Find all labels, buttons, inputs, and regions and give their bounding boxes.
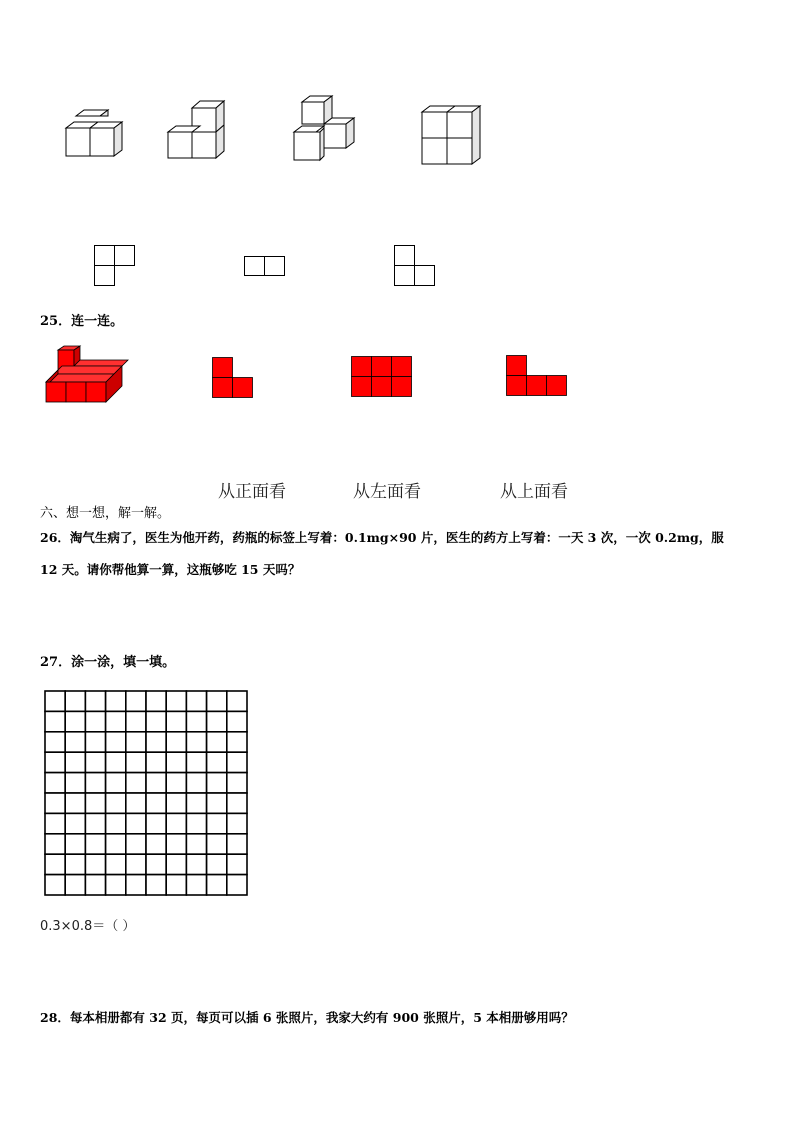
grid-cell[interactable] [227,854,247,874]
grid-cell[interactable] [207,691,227,711]
grid-cell[interactable] [85,875,105,895]
solid-a [60,110,130,162]
grid-cell[interactable] [65,875,85,895]
grid-cell[interactable] [166,793,186,813]
grid-cell[interactable] [207,813,227,833]
grid-cell[interactable] [186,691,206,711]
q25-title: 25．连一连。 [40,314,124,329]
grid-cell[interactable] [207,711,227,731]
grid-cell[interactable] [146,691,166,711]
red-view-1 [212,357,256,399]
grid-cell[interactable] [45,691,65,711]
grid-cell[interactable] [166,773,186,793]
grid-cell[interactable] [126,813,146,833]
grid-cell[interactable] [166,834,186,854]
grid-cell[interactable] [106,834,126,854]
solid-d [418,104,488,170]
grid-cell[interactable] [186,711,206,731]
grid-cell[interactable] [45,793,65,813]
grid-cell[interactable] [186,752,206,772]
red-view-3 [506,355,570,397]
grid-cell[interactable] [227,711,247,731]
grid-cell[interactable] [166,711,186,731]
grid-cell[interactable] [207,875,227,895]
grid-cell[interactable] [106,875,126,895]
grid-cell[interactable] [146,793,166,813]
grid-cell[interactable] [106,773,126,793]
grid-cell[interactable] [126,691,146,711]
red-view-2 [351,356,415,398]
grid-cell[interactable] [146,732,166,752]
red-solid [44,344,128,406]
hundred-grid[interactable] [44,690,248,896]
section-heading: 六、想一想，解一解。 [40,506,171,521]
grid-cell[interactable] [85,732,105,752]
grid-cell[interactable] [186,793,206,813]
grid-cell[interactable] [126,711,146,731]
grid-cell[interactable] [146,854,166,874]
grid-cell[interactable] [186,732,206,752]
grid-cell[interactable] [65,834,85,854]
grid-cell[interactable] [45,752,65,772]
grid-cell[interactable] [146,813,166,833]
grid-cell[interactable] [166,752,186,772]
grid-cell[interactable] [106,813,126,833]
view-label-front: 从正面看 [218,482,286,502]
grid-cell[interactable] [186,854,206,874]
grid-cell[interactable] [65,773,85,793]
grid-cell[interactable] [106,793,126,813]
q28-text: 28．每本相册都有 32 页，每页可以插 6 张照片，我家大约有 900 张照片，5 本相册够用吗？ [40,1010,574,1025]
grid-cell[interactable] [85,773,105,793]
grid-cell[interactable] [85,691,105,711]
grid-cell[interactable] [227,834,247,854]
grid-cell[interactable] [186,834,206,854]
grid-cell[interactable] [45,711,65,731]
grid-cell[interactable] [85,854,105,874]
grid-cell[interactable] [126,875,146,895]
grid-cell[interactable] [85,793,105,813]
grid-cell[interactable] [227,752,247,772]
grid-cell[interactable] [166,813,186,833]
grid-cell[interactable] [126,732,146,752]
grid-cell[interactable] [65,732,85,752]
grid-cell[interactable] [126,793,146,813]
grid-cell[interactable] [186,813,206,833]
grid-cell[interactable] [126,834,146,854]
grid-cell[interactable] [146,773,166,793]
grid-cell[interactable] [227,875,247,895]
grid-cell[interactable] [106,854,126,874]
q26-line1: 26．淘气生病了，医生为他开药，药瓶的标签上写着：0.1mg×90 片，医生的药方上写着：一天 3 次，一次 0.2mg，服 [40,530,724,545]
view-shape-3 [394,245,438,289]
grid-cell[interactable] [85,752,105,772]
grid-cell[interactable] [186,773,206,793]
grid-cell[interactable] [45,732,65,752]
grid-cell[interactable] [65,854,85,874]
grid-cell[interactable] [146,834,166,854]
view-shape-2 [244,256,288,280]
grid-cell[interactable] [65,813,85,833]
grid-cell[interactable] [166,691,186,711]
grid-cell[interactable] [207,752,227,772]
solid-b [162,98,232,162]
grid-cell[interactable] [65,711,85,731]
solid-c [290,94,370,164]
grid-cell[interactable] [85,711,105,731]
grid-cell[interactable] [106,691,126,711]
grid-cell[interactable] [227,813,247,833]
grid-cell[interactable] [126,773,146,793]
grid-cell[interactable] [227,691,247,711]
view-label-left: 从左面看 [353,482,421,502]
grid-cell[interactable] [227,773,247,793]
grid-cell[interactable] [45,813,65,833]
grid-cell[interactable] [207,793,227,813]
grid-cell[interactable] [106,752,126,772]
grid-cell[interactable] [227,732,247,752]
grid-cell[interactable] [65,691,85,711]
grid-cell[interactable] [146,875,166,895]
q26-line2: 12 天。请你帮他算一算，这瓶够吃 15 天吗？ [40,562,301,577]
grid-cell[interactable] [166,854,186,874]
grid-cell[interactable] [207,854,227,874]
grid-cell[interactable] [45,854,65,874]
grid-cell[interactable] [146,752,166,772]
q27-title: 27．涂一涂，填一填。 [40,655,176,670]
grid-cell[interactable] [146,711,166,731]
view-shape-1 [94,245,138,289]
grid-cell[interactable] [166,732,186,752]
grid-cell[interactable] [65,752,85,772]
grid-cell[interactable] [106,732,126,752]
grid-cell[interactable] [186,875,206,895]
view-label-top: 从上面看 [500,482,568,502]
grid-cell[interactable] [207,732,227,752]
grid-cell[interactable] [227,793,247,813]
grid-cell[interactable] [45,875,65,895]
grid-cell[interactable] [207,773,227,793]
grid-cell[interactable] [85,813,105,833]
grid-cell[interactable] [85,834,105,854]
grid-cell[interactable] [166,875,186,895]
grid-cell[interactable] [207,834,227,854]
grid-cell[interactable] [126,854,146,874]
grid-cell[interactable] [45,834,65,854]
grid-cell[interactable] [106,711,126,731]
grid-cell[interactable] [65,793,85,813]
grid-cell[interactable] [45,773,65,793]
grid-cell[interactable] [126,752,146,772]
q27-formula: 0.3×0.8＝（ ） [40,919,136,934]
